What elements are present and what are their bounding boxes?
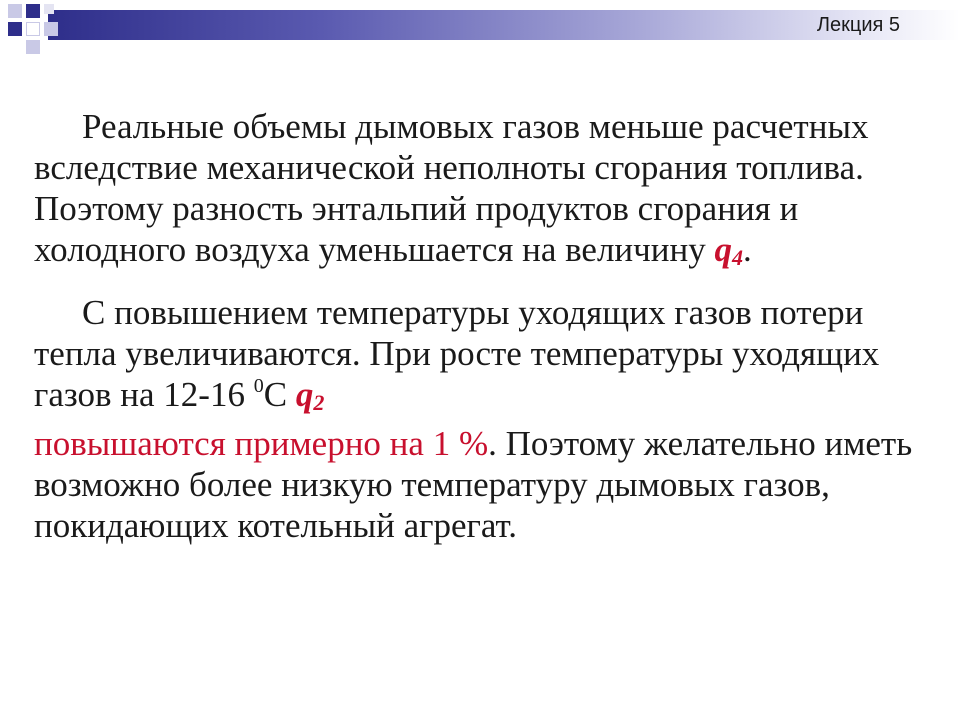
paragraph-2-text-1: С повышением температуры уходящих газов потери тепла увеличиваются. При росте температуры уходящих газов на 12-16: [34, 293, 880, 414]
q2-symbol: [296, 375, 325, 414]
paragraph-2-red-text: повышаются примерно на 1 %: [34, 424, 489, 463]
q4-symbol: [714, 230, 743, 269]
decor-square: [8, 4, 22, 18]
decor-square: [26, 40, 40, 54]
degree-superscript: 0: [253, 375, 264, 397]
decor-square: [44, 22, 58, 36]
paragraph-1-end: .: [742, 230, 752, 269]
q4-subscript: 4: [731, 245, 743, 270]
slide-body: [34, 106, 914, 560]
q4-letter: q: [714, 230, 732, 269]
decor-square: [26, 22, 40, 36]
q2-subscript: 2: [313, 390, 325, 415]
decor-square: [26, 4, 40, 18]
paragraph-1: [34, 106, 914, 278]
decor-square: [44, 4, 54, 14]
paragraph-2-text-2: . Поэтому желательно иметь возможно более низкую температуру дымовых газов, покидающих котельный агрегат.: [34, 424, 913, 545]
paragraph-1-text: Реальные объемы дымовых газов меньше расчетных вследствие механической неполноты сгорания топлива. Поэтому разность энтальпий продуктов сгорания и холодного воздуха уменьшается на величину: [34, 107, 869, 269]
decor-square: [8, 22, 22, 36]
lecture-label: Лекция 5: [816, 14, 900, 36]
q2-letter: q: [295, 375, 314, 414]
paragraph-2: [34, 292, 914, 546]
temperature-unit: С: [263, 375, 296, 414]
